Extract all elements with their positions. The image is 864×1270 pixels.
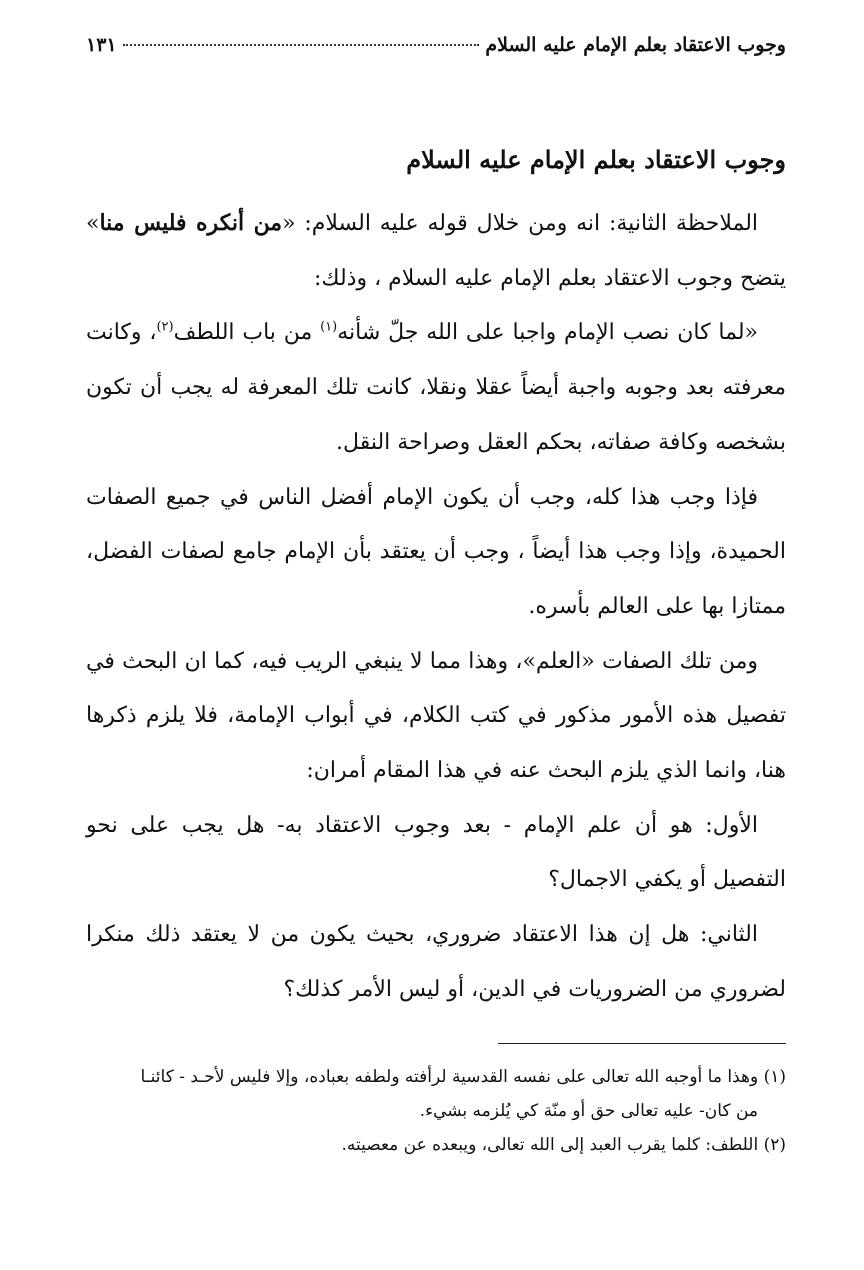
paragraph-6: الثاني: هل إن هذا الاعتقاد ضروري، بحيث يكون من لا يعتقد ذلك منكرا لضروري من الضروريات في الدين، أو ليس الأمر كذلك؟ [86, 922, 786, 1002]
paragraph-3: فإذا وجب هذا كله، وجب أن يكون الإمام أفضل الناس في جميع الصفات الحميدة، وإذا وجب هذا أيضاً ، وجب أن يعتقد بأن الإمام جامع لصفات الفضل، ممتازا بها على العالم بأسره. [86, 484, 786, 619]
section-title: وجوب الاعتقاد بعلم الإمام عليه السلام [406, 145, 786, 174]
footnotes [86, 1060, 786, 1162]
running-header [86, 34, 786, 64]
footnote-1-line-1: (١) وهذا ما أوجبه الله تعالى على نفسه القدسية لرأفته ولطفه بعباده، وإلا فليس لأحـد - كائنـا [140, 1067, 786, 1087]
footnote-1-line-2: من كان- عليه تعالى حق أو منّة كي يُلزمه بشيء. [419, 1101, 758, 1121]
paragraph-1-end: » يتضح وجوب الاعتقاد بعلم الإمام عليه السلام ، وذلك: [86, 211, 786, 291]
footnote-ref-2[interactable]: (٢) [156, 320, 174, 336]
paragraph-1 [86, 196, 786, 306]
paragraph-2-middle: من باب اللطف [173, 320, 321, 346]
paragraph-4: ومن تلك الصفات «العلم»، وهذا مما لا ينبغي الريب فيه، كما ان البحث في تفصيل هذه الأمور مذكور في كتب الكلام، في أبواب الإمامة، فلا يلزم ذكرها هنا، وانما الذي يلزم البحث عنه في هذا المقام أمران: [86, 648, 786, 784]
paragraph-2-start: «لما كان نصب الإمام واجبا على الله جلّ شأنه [337, 320, 759, 346]
dot-leader [123, 44, 480, 46]
paragraph-2-end: ، وكانت معرفته بعد وجوبه واجبة أيضاً عقلا ونقلا، كانت تلك المعرفة له يجب أن تكون بشخصه وكافة صفاته، بحكم العقل وصراحة النقل. [86, 320, 786, 455]
paragraph-5: الأول: هو أن علم الإمام - بعد وجوب الاعتقاد به- هل يجب على نحو التفصيل أو يكفي الاجمال؟ [86, 812, 786, 893]
footnote-ref-1[interactable]: (١) [320, 320, 338, 336]
paragraph-1-start: الملاحظة الثانية: انه ومن خلال قوله عليه السلام: « [282, 211, 759, 236]
body-text [86, 196, 786, 1018]
footnote-2: (٢) اللطف: كلما يقرب العبد إلى الله تعالى، ويبعده عن معصيته. [341, 1135, 786, 1155]
hadith-quote: من أنكره فليس منا [99, 210, 283, 236]
footnote-divider [498, 1043, 786, 1044]
paragraph-2 [86, 306, 786, 470]
running-title: وجوب الاعتقاد بعلم الإمام عليه السلام [485, 34, 786, 56]
page-number: ١٣١ [86, 34, 117, 56]
